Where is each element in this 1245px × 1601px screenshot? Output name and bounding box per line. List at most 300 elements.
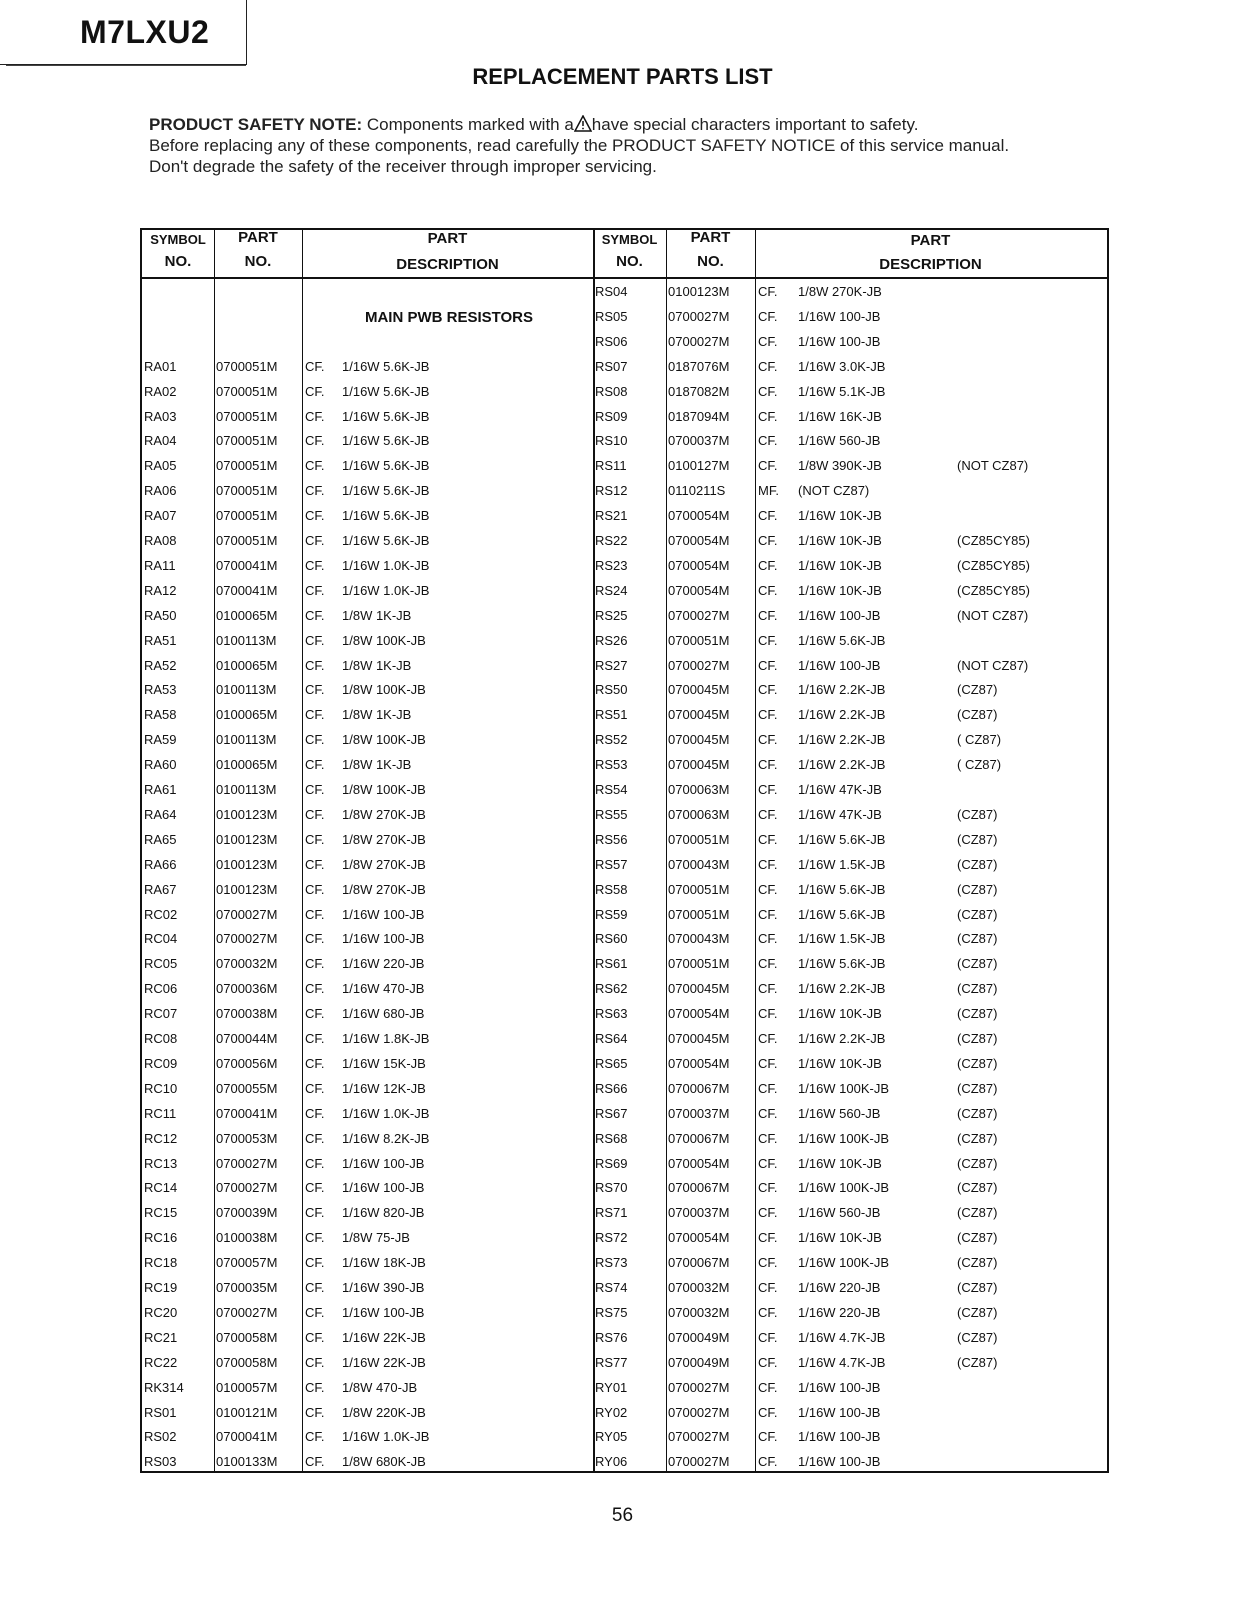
symbol-cell: RA60	[144, 757, 177, 773]
description-cell: 1/16W 10K-JB	[798, 508, 882, 524]
note-cell: (CZ87)	[957, 1304, 998, 1320]
description-cell: 1/16W 100K-JB	[798, 1130, 890, 1146]
table-row	[142, 1176, 1107, 1201]
header-partno-bottom: NO.	[244, 253, 272, 270]
description-cell: 1/16W 680-JB	[342, 1006, 425, 1022]
symbol-cell: RS23	[595, 557, 628, 573]
symbol-cell: RC02	[144, 906, 178, 922]
table-row	[142, 305, 1107, 330]
symbol-cell: RS54	[595, 782, 628, 797]
description-cell: 1/16W 3.0K-JB	[798, 358, 886, 374]
symbol-cell: RS55	[595, 806, 628, 822]
symbol-cell: RS03	[144, 1454, 177, 1470]
symbol-cell: RS76	[595, 1329, 628, 1345]
symbol-cell: RS07	[595, 358, 628, 374]
part-no-cell: 0700058M	[216, 1329, 278, 1345]
note-cell: (CZ87)	[957, 831, 998, 847]
part-no-cell: 0700045M	[668, 1031, 730, 1046]
symbol-cell: RC20	[144, 1304, 178, 1320]
description-cell: 1/16W 5.1K-JB	[798, 383, 886, 399]
table-row	[142, 778, 1107, 803]
type-cell: CF.	[758, 1055, 778, 1071]
symbol-cell: RS06	[595, 333, 628, 349]
header-symbol-bottom: NO.	[616, 253, 643, 270]
part-no-cell: 0700054M	[668, 582, 730, 598]
warning-triangle-icon	[574, 115, 592, 132]
symbol-cell: RA04	[144, 433, 177, 449]
table-row	[142, 1425, 1107, 1450]
symbol-cell: RC21	[144, 1329, 178, 1345]
part-no-cell: 0700037M	[668, 1205, 730, 1221]
part-no-cell: 0700051M	[216, 533, 278, 548]
table-row	[142, 1002, 1107, 1027]
type-cell: CF.	[305, 1429, 325, 1445]
type-cell: CF.	[758, 408, 778, 424]
type-cell: CF.	[758, 607, 778, 623]
table-row	[142, 1027, 1107, 1052]
symbol-cell: RC10	[144, 1080, 178, 1096]
part-no-cell: 0100123M	[216, 881, 278, 897]
description-cell: 1/8W 1K-JB	[342, 707, 412, 723]
type-cell: CF.	[305, 1205, 325, 1221]
part-no-cell: 0700043M	[668, 856, 730, 872]
description-cell: 1/16W 1.0K-JB	[342, 582, 430, 598]
symbol-cell: RC05	[144, 956, 178, 972]
symbol-cell: RC19	[144, 1280, 178, 1295]
type-cell: CF.	[758, 383, 778, 399]
note-cell: (CZ87)	[957, 1031, 998, 1046]
part-no-cell: 0700027M	[668, 1454, 730, 1470]
symbol-cell: RS61	[595, 956, 628, 972]
symbol-cell: RS64	[595, 1031, 628, 1046]
safety-note	[149, 114, 1009, 177]
symbol-cell: RC13	[144, 1155, 178, 1171]
symbol-cell: RC22	[144, 1354, 178, 1370]
type-cell: CF.	[758, 1304, 778, 1320]
description-cell: 1/16W 22K-JB	[342, 1354, 426, 1370]
symbol-cell: RA01	[144, 358, 177, 374]
symbol-cell: RA65	[144, 831, 177, 847]
part-no-cell: 0700027M	[216, 1155, 278, 1171]
part-no-cell: 0100057M	[216, 1379, 278, 1395]
page-title: REPLACEMENT PARTS LIST	[472, 64, 773, 89]
description-cell: 1/16W 1.5K-JB	[798, 856, 886, 872]
parts-table	[140, 228, 1109, 1473]
type-cell: CF.	[305, 906, 325, 922]
part-no-cell: 0700067M	[668, 1080, 730, 1096]
part-no-cell: 0700045M	[668, 757, 730, 773]
symbol-cell: RS09	[595, 408, 628, 424]
type-cell: CF.	[758, 632, 778, 648]
part-no-cell: 0700027M	[216, 906, 278, 922]
type-cell: CF.	[305, 408, 325, 424]
table-row	[142, 952, 1107, 977]
description-cell: 1/16W 560-JB	[798, 1205, 881, 1221]
description-cell: 1/16W 4.7K-JB	[798, 1354, 886, 1370]
part-no-cell: 0700051M	[216, 358, 278, 374]
part-no-cell: 0700067M	[668, 1180, 730, 1196]
description-cell: 1/16W 220-JB	[342, 956, 425, 972]
description-cell: 1/16W 100-JB	[798, 607, 881, 623]
type-cell: CF.	[758, 806, 778, 822]
symbol-cell: RY02	[595, 1404, 628, 1420]
symbol-cell: RS59	[595, 906, 628, 922]
symbol-cell: RA61	[144, 782, 177, 797]
part-no-cell: 0700067M	[668, 1130, 730, 1146]
table-row	[142, 1127, 1107, 1152]
part-no-cell: 0700027M	[668, 657, 730, 673]
header-desc-bottom: DESCRIPTION	[396, 256, 499, 273]
type-cell: CF.	[758, 881, 778, 897]
symbol-cell: RS56	[595, 831, 628, 847]
header-symbol-top: SYMBOL	[601, 232, 658, 247]
part-no-cell: 0700051M	[216, 383, 278, 399]
description-cell: 1/8W 270K-JB	[342, 831, 426, 847]
table-row	[142, 1201, 1107, 1226]
part-no-cell: 0100113M	[216, 782, 277, 797]
part-no-cell: 0700027M	[668, 1429, 730, 1445]
description-cell: 1/16W 16K-JB	[798, 408, 882, 424]
symbol-cell: RC09	[144, 1055, 178, 1071]
type-cell: CF.	[305, 508, 325, 524]
part-no-cell: 0700027M	[668, 333, 730, 349]
description-cell: 1/8W 270K-JB	[798, 284, 882, 299]
symbol-cell: RS68	[595, 1130, 628, 1146]
part-no-cell: 0700037M	[668, 433, 730, 449]
table-row	[142, 1077, 1107, 1102]
symbol-cell: RC14	[144, 1180, 178, 1196]
header-divider	[142, 277, 1107, 279]
note-cell: (CZ87)	[957, 1006, 998, 1022]
type-cell: CF.	[305, 358, 325, 374]
part-no-cell: 0700027M	[668, 1379, 730, 1395]
type-cell: CF.	[305, 1080, 325, 1096]
table-row	[142, 579, 1107, 604]
description-cell: 1/16W 12K-JB	[342, 1080, 426, 1096]
safety-note-text-a: Components marked with a	[362, 115, 574, 134]
description-cell: 1/16W 100-JB	[798, 333, 881, 349]
table-row	[142, 853, 1107, 878]
part-no-cell: 0700027M	[216, 1304, 278, 1320]
symbol-cell: RA02	[144, 383, 177, 399]
part-no-cell: 0700043M	[668, 931, 730, 947]
type-cell: CF.	[758, 1404, 778, 1420]
type-cell: CF.	[758, 657, 778, 673]
description-cell: 1/16W 100-JB	[342, 1155, 425, 1171]
table-row	[142, 380, 1107, 405]
part-no-cell: 0700045M	[668, 981, 730, 997]
note-cell: (CZ87)	[957, 856, 998, 872]
description-cell: 1/16W 5.6K-JB	[342, 383, 430, 399]
symbol-cell: RS71	[595, 1205, 628, 1221]
type-cell: CF.	[758, 1006, 778, 1022]
table-row	[142, 629, 1107, 654]
description-cell: 1/16W 100K-JB	[798, 1180, 890, 1196]
table-row	[142, 1052, 1107, 1077]
type-cell: CF.	[305, 757, 325, 773]
part-no-cell: 0700045M	[668, 732, 730, 748]
symbol-cell: RC04	[144, 931, 178, 947]
symbol-cell: RS53	[595, 757, 628, 773]
part-no-cell: 0100113M	[216, 682, 277, 698]
header-symbol-top: SYMBOL	[150, 232, 206, 247]
description-cell: 1/16W 5.6K-JB	[798, 881, 886, 897]
type-cell: CF.	[305, 557, 325, 573]
type-cell: CF.	[758, 1180, 778, 1196]
part-no-cell: 0700032M	[668, 1280, 730, 1295]
description-cell: 1/16W 390-JB	[342, 1280, 425, 1295]
symbol-cell: RS66	[595, 1080, 628, 1096]
symbol-cell: RC15	[144, 1205, 178, 1221]
description-cell: 1/16W 5.6K-JB	[798, 632, 886, 648]
safety-note-text-b: have special characters important to safety.	[591, 115, 919, 134]
description-cell: 1/16W 8.2K-JB	[342, 1130, 430, 1146]
table-row	[142, 405, 1107, 430]
part-no-cell: 0700067M	[668, 1255, 730, 1271]
header-desc-top: PART	[910, 232, 951, 249]
type-cell: CF.	[305, 1155, 325, 1171]
type-cell: CF.	[758, 1080, 778, 1096]
description-cell: 1/16W 470-JB	[342, 981, 425, 997]
part-no-cell: 0700032M	[668, 1304, 730, 1320]
table-row	[142, 703, 1107, 728]
part-no-cell: 0700036M	[216, 981, 278, 997]
type-cell: CF.	[758, 1230, 778, 1246]
type-cell: CF.	[305, 1379, 325, 1395]
part-no-cell: 0700053M	[216, 1130, 278, 1146]
type-cell: CF.	[758, 1255, 778, 1271]
note-cell: (NOT CZ87)	[957, 458, 1029, 474]
part-no-cell: 0100065M	[216, 607, 278, 623]
type-cell: CF.	[758, 284, 778, 299]
table-row	[142, 454, 1107, 479]
description-cell: 1/16W 22K-JB	[342, 1329, 426, 1345]
description-cell: 1/16W 10K-JB	[798, 582, 882, 598]
model-label-box	[0, 0, 247, 65]
symbol-cell: RA06	[144, 483, 177, 499]
symbol-cell: RS50	[595, 682, 628, 698]
type-cell: CF.	[758, 856, 778, 872]
description-cell: 1/8W 1K-JB	[342, 757, 412, 773]
header-desc-top: PART	[427, 230, 468, 247]
type-cell: CF.	[305, 1404, 325, 1420]
note-cell: (CZ87)	[957, 1205, 998, 1221]
note-cell: (CZ87)	[957, 906, 998, 922]
table-row	[142, 479, 1107, 504]
table-row	[142, 678, 1107, 703]
note-cell: (CZ87)	[957, 1230, 998, 1246]
table-row	[142, 1351, 1107, 1376]
symbol-cell: RS01	[144, 1404, 177, 1420]
part-no-cell: 0100065M	[216, 657, 278, 673]
type-cell: CF.	[758, 1031, 778, 1046]
note-cell: (CZ87)	[957, 981, 998, 997]
type-cell: CF.	[758, 1379, 778, 1395]
description-cell: 1/16W 100-JB	[798, 1429, 881, 1445]
table-row	[142, 1376, 1107, 1401]
table-row	[142, 878, 1107, 903]
symbol-cell: RA05	[144, 458, 177, 474]
type-cell: CF.	[305, 1105, 325, 1121]
description-cell: 1/8W 270K-JB	[342, 881, 426, 897]
type-cell: CF.	[758, 931, 778, 947]
description-cell: 1/8W 470-JB	[342, 1379, 418, 1395]
description-cell: 1/8W 680K-JB	[342, 1454, 426, 1470]
symbol-cell: RC11	[144, 1105, 177, 1121]
note-cell: (CZ87)	[957, 1180, 998, 1196]
note-cell: (CZ87)	[957, 1255, 998, 1271]
table-row	[142, 429, 1107, 454]
description-cell: 1/16W 5.6K-JB	[798, 956, 886, 972]
description-cell: 1/16W 15K-JB	[342, 1055, 426, 1071]
description-cell: 1/16W 10K-JB	[798, 1230, 882, 1246]
part-no-cell: 0700051M	[216, 508, 278, 524]
type-cell: CF.	[758, 831, 778, 847]
table-row	[142, 803, 1107, 828]
type-cell: CF.	[305, 1055, 325, 1071]
type-cell: CF.	[305, 1329, 325, 1345]
description-cell: 1/16W 5.6K-JB	[342, 433, 430, 449]
table-row	[142, 280, 1107, 305]
description-cell: 1/16W 10K-JB	[798, 1055, 882, 1071]
type-cell: CF.	[305, 1354, 325, 1370]
table-row	[142, 654, 1107, 679]
description-cell: 1/16W 1.0K-JB	[342, 1429, 430, 1445]
table-row	[142, 903, 1107, 928]
description-cell: (NOT CZ87)	[798, 483, 870, 499]
part-no-cell: 0700051M	[668, 632, 730, 648]
symbol-cell: RS08	[595, 383, 628, 399]
description-cell: 1/16W 100-JB	[342, 931, 425, 947]
part-no-cell: 0700057M	[216, 1255, 278, 1271]
type-cell: CF.	[305, 1454, 325, 1470]
symbol-cell: RC07	[144, 1006, 178, 1022]
note-cell: ( CZ87)	[957, 757, 1002, 773]
symbol-cell: RA03	[144, 408, 177, 424]
note-cell: (CZ85CY85)	[957, 557, 1030, 573]
symbol-cell: RA50	[144, 607, 177, 623]
safety-note-line-2: Before replacing any of these components, read carefully the PRODUCT SAFETY NOTICE of this service manual.	[149, 136, 1010, 155]
part-no-cell: 0187094M	[668, 408, 730, 424]
type-cell: CF.	[758, 1329, 778, 1345]
description-cell: 1/16W 5.6K-JB	[342, 358, 430, 374]
symbol-cell: RS62	[595, 981, 628, 997]
part-no-cell: 0100133M	[216, 1454, 278, 1470]
symbol-cell: RA58	[144, 707, 177, 723]
table-row	[142, 1450, 1107, 1475]
table-row	[142, 604, 1107, 629]
symbol-cell: RS27	[595, 657, 628, 673]
description-cell: 1/16W 100-JB	[798, 1379, 881, 1395]
type-cell: CF.	[758, 433, 778, 449]
description-cell: 1/8W 270K-JB	[342, 856, 426, 872]
symbol-cell: RS77	[595, 1354, 628, 1370]
symbol-cell: RS73	[595, 1255, 628, 1271]
type-cell: CF.	[758, 458, 778, 474]
note-cell: ( CZ87)	[957, 732, 1002, 748]
table-row	[142, 529, 1107, 554]
description-cell: 1/8W 100K-JB	[342, 732, 426, 748]
type-cell: CF.	[305, 1006, 325, 1022]
description-cell: 1/8W 390K-JB	[798, 458, 882, 474]
description-cell: 1/16W 47K-JB	[798, 782, 882, 797]
part-no-cell: 0100123M	[668, 284, 730, 299]
description-cell: 1/16W 10K-JB	[798, 1155, 882, 1171]
description-cell: 1/16W 1.8K-JB	[342, 1031, 430, 1046]
part-no-cell: 0700027M	[668, 607, 730, 623]
type-cell: CF.	[758, 1429, 778, 1445]
part-no-cell: 0700056M	[216, 1055, 278, 1071]
type-cell: CF.	[758, 782, 778, 797]
note-cell: (CZ87)	[957, 1130, 998, 1146]
part-no-cell: 0100123M	[216, 831, 278, 847]
part-no-cell: 0100113M	[216, 732, 277, 748]
description-cell: 1/16W 1.5K-JB	[798, 931, 886, 947]
symbol-cell: RS25	[595, 607, 628, 623]
description-cell: 1/16W 2.2K-JB	[798, 732, 886, 748]
type-cell: CF.	[305, 831, 325, 847]
part-no-cell: 0187076M	[668, 358, 730, 374]
symbol-cell: RS21	[595, 508, 628, 524]
description-cell: 1/16W 10K-JB	[798, 557, 882, 573]
table-row	[142, 355, 1107, 380]
symbol-cell: RA66	[144, 856, 177, 872]
symbol-cell: RA53	[144, 682, 177, 698]
type-cell: CF.	[758, 533, 778, 548]
description-cell: 1/16W 100-JB	[342, 1180, 425, 1196]
type-cell: CF.	[305, 1230, 325, 1246]
type-cell: CF.	[305, 1255, 325, 1271]
symbol-cell: RA52	[144, 657, 177, 673]
part-no-cell: 0187082M	[668, 383, 730, 399]
description-cell: 1/16W 1.0K-JB	[342, 557, 430, 573]
part-no-cell: 0700054M	[668, 1006, 730, 1022]
type-cell: CF.	[758, 1354, 778, 1370]
description-cell: 1/8W 220K-JB	[342, 1404, 426, 1420]
part-no-cell: 0700039M	[216, 1205, 278, 1221]
symbol-cell: RS22	[595, 533, 628, 548]
note-cell: (CZ87)	[957, 1329, 998, 1345]
description-cell: 1/16W 10K-JB	[798, 533, 882, 548]
description-cell: 1/16W 100-JB	[342, 906, 425, 922]
type-cell: CF.	[758, 906, 778, 922]
symbol-cell: RC06	[144, 981, 178, 997]
type-cell: CF.	[305, 1180, 325, 1196]
part-no-cell: 0700054M	[668, 557, 730, 573]
model-number: M7LXU2	[80, 14, 210, 50]
symbol-cell: RC12	[144, 1130, 178, 1146]
symbol-cell: RS11	[595, 458, 627, 474]
part-no-cell: 0700054M	[668, 1055, 730, 1071]
description-cell: 1/16W 2.2K-JB	[798, 757, 886, 773]
part-no-cell: 0700055M	[216, 1080, 278, 1096]
part-no-cell: 0700049M	[668, 1354, 730, 1370]
part-no-cell: 0700045M	[668, 707, 730, 723]
description-cell: 1/16W 220-JB	[798, 1304, 881, 1320]
part-no-cell: 0700051M	[216, 458, 278, 474]
description-cell: 1/16W 10K-JB	[798, 1006, 882, 1022]
header-partno-bottom: NO.	[697, 253, 724, 270]
symbol-cell: RS65	[595, 1055, 628, 1071]
symbol-cell: RY05	[595, 1429, 628, 1445]
part-no-cell: 0110211S	[668, 483, 726, 499]
type-cell: CF.	[305, 1031, 325, 1046]
symbol-cell: RA08	[144, 533, 177, 548]
part-no-cell: 0700051M	[216, 408, 278, 424]
table-row	[142, 1226, 1107, 1251]
description-cell: 1/16W 2.2K-JB	[798, 1031, 886, 1046]
symbol-cell: RS26	[595, 632, 628, 648]
